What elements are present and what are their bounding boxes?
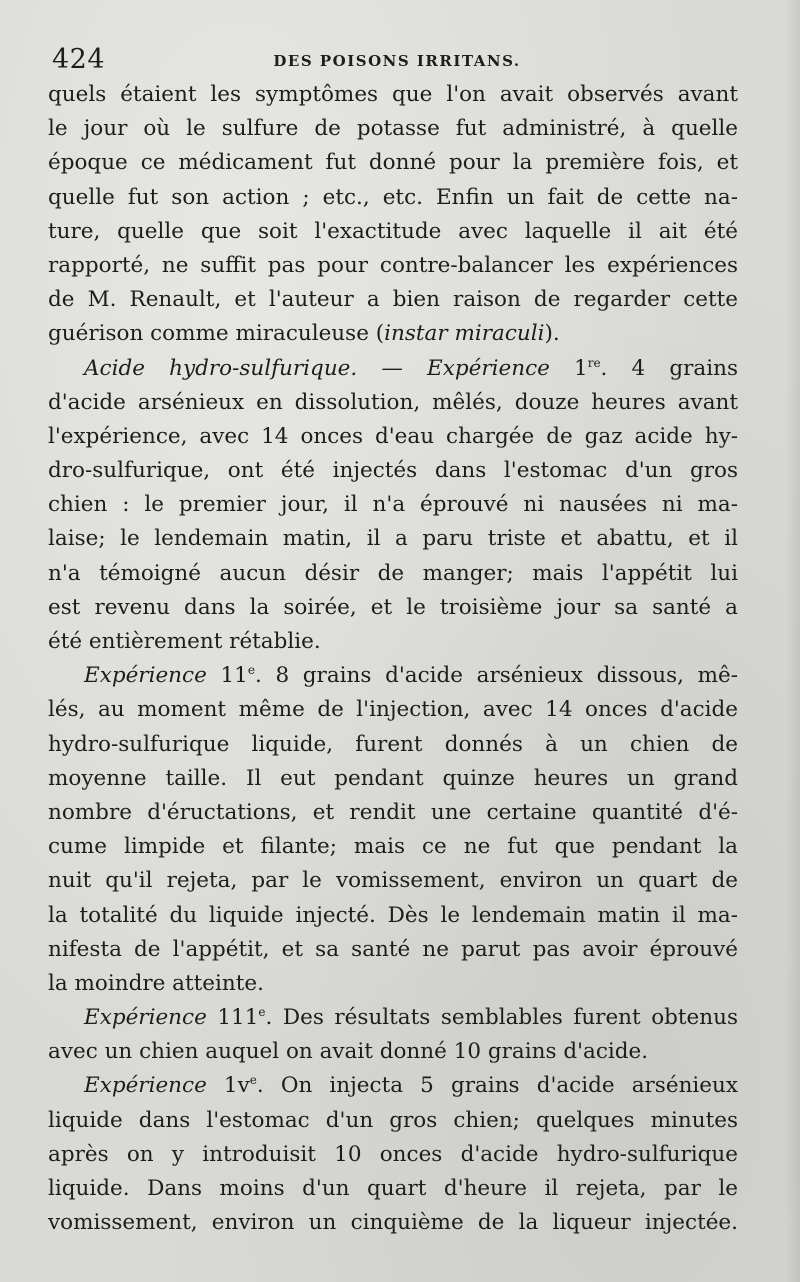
text-line: l'expérience, avec 14 onces d'eau chargée de gaz acide hy-: [48, 423, 738, 449]
text-line: n'a témoigné aucun désir de manger; mais l'appétit lui: [48, 560, 738, 586]
text-line: hydro-sulfurique liquide, furent donnés à un chien de: [48, 731, 738, 757]
text-line: la moindre atteinte.: [48, 970, 264, 996]
text-line: ture, quelle que soit l'exactitude avec laquelle il ait été: [48, 218, 738, 244]
experience-3-heading: Expérience 111e. Des résultats semblables furent obtenus: [84, 1005, 738, 1031]
page-edge-shadow: [786, 0, 800, 1282]
text-line: guérison comme miraculeuse (instar miraculi).: [48, 321, 560, 347]
text-line: nifesta de l'appétit, et sa santé ne parut pas avoir éprouvé: [48, 936, 738, 962]
text-line: la totalité du liquide injecté. Dès le lendemain matin il ma-: [48, 902, 738, 928]
text-line: rapporté, ne suffit pas pour contre-balancer les expériences: [48, 252, 738, 278]
text-line: avec un chien auquel on avait donné 10 grains d'acide.: [48, 1039, 649, 1065]
text-line: liquide dans l'estomac d'un gros chien; quelques minutes: [48, 1107, 738, 1133]
experience-2-heading: Expérience 11e. 8 grains d'acide arsénieux dissous, mê-: [84, 663, 738, 689]
latin-quote: instar miraculi: [384, 321, 545, 347]
text-line: vomissement, environ un cinquième de la liqueur injectée.: [48, 1210, 738, 1236]
text-line: quelle fut son action ; etc., etc. Enfin un fait de cette na-: [48, 184, 738, 210]
text-line: dro-sulfurique, ont été injectés dans l'estomac d'un gros: [48, 458, 738, 484]
text-line: lés, au moment même de l'injection, avec 14 onces d'acide: [48, 697, 738, 723]
text-line: le jour où le sulfure de potasse fut administré, à quelle: [48, 116, 738, 142]
text-line: après on y introduisit 10 onces d'acide hydro-sulfurique: [48, 1141, 738, 1167]
body-text: [48, 78, 738, 1240]
text-line: liquide. Dans moins d'un quart d'heure il rejeta, par le: [48, 1176, 738, 1201]
text-line: de M. Renault, et l'auteur a bien raison de regarder cette: [48, 287, 738, 313]
running-title: DES POISONS IRRITANS.: [273, 52, 521, 70]
page-number: 424: [52, 44, 106, 75]
text-line: d'acide arsénieux en dissolution, mêlés, douze heures avant: [48, 389, 738, 415]
section-heading-acide-hydro-sulfurique: Acide hydro-sulfurique. — Expérience 1re. 4 grains: [84, 355, 738, 381]
text-line: laise; le lendemain matin, il a paru triste et abattu, et il: [48, 526, 738, 552]
text-line: chien : le premier jour, il n'a éprouvé ni nausées ni ma-: [48, 492, 738, 518]
text-line: cume limpide et filante; mais ce ne fut que pendant la: [48, 834, 738, 860]
text-line: quels étaient les symptômes que l'on avait observés avant: [48, 82, 738, 107]
text-line: moyenne taille. Il eut pendant quinze heures un grand: [48, 765, 738, 791]
experience-4-heading: Expérience $1v^e$. On injecta 5 grains d'acide arsénieux: [84, 1073, 738, 1099]
text-line: époque ce médicament fut donné pour la première fois, et: [48, 150, 738, 176]
text-line: est revenu dans la soirée, et le troisième jour sa santé a: [48, 594, 738, 620]
text-line: nombre d'éructations, et rendit une certaine quantité d'é-: [48, 799, 738, 825]
text-line: été entièrement rétablie.: [48, 629, 321, 654]
text-line: nuit qu'il rejeta, par le vomissement, environ un quart de: [48, 868, 738, 894]
